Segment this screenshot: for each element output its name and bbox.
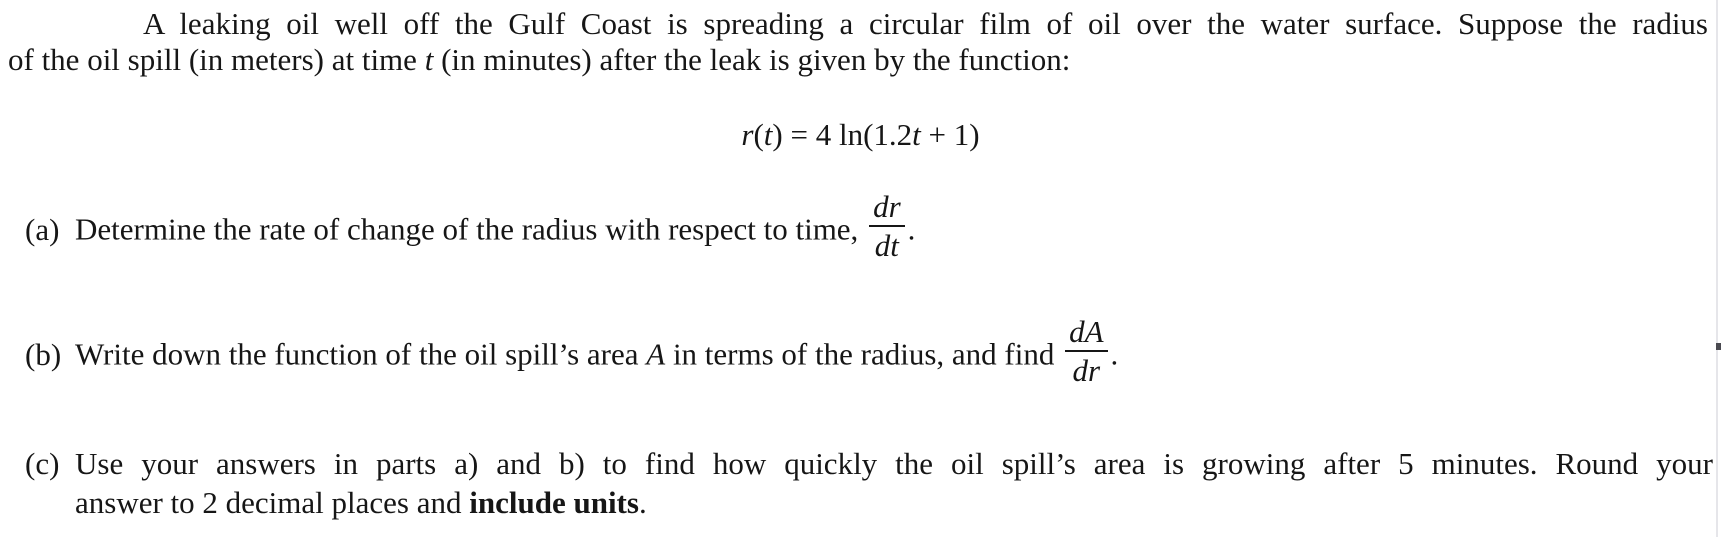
text-segment: Determine the rate of change of the radius with respect to time, <box>75 211 867 247</box>
intro-line-1 <box>8 6 1708 42</box>
text-segment: (in minutes) after the leak is given by the function: <box>433 42 1071 77</box>
part-a-label: (a) <box>25 211 60 247</box>
text-segment: ) = 4 ln(1.2 <box>772 117 913 152</box>
text-segment: t <box>763 117 773 152</box>
fraction-dA-dr <box>1065 314 1107 387</box>
text-segment: Use your answers in parts a) and b) to find how quickly the oil spill’s area is growing after 5 minutes. Round your <box>75 446 1713 481</box>
part-a <box>25 189 916 269</box>
text-segment: A <box>646 336 666 372</box>
text-segment: of the oil spill (in meters) at time <box>8 42 425 77</box>
text-segment: r <box>741 117 754 152</box>
text-segment: dt <box>874 228 899 263</box>
text-segment: . <box>1110 336 1119 372</box>
text-segment: Write down the function of the oil spill’s area <box>75 336 647 372</box>
text-segment: include units <box>469 485 639 520</box>
text-segment: dr <box>1072 353 1101 388</box>
part-b-period <box>1111 337 1119 372</box>
page-edge-divider <box>1716 0 1718 537</box>
text-segment: in terms of the radius, and find <box>665 336 1063 372</box>
part-c-line-2 <box>75 483 1713 522</box>
part-c <box>25 444 1717 522</box>
text-segment: . <box>907 211 916 247</box>
text-segment: A leaking oil well off the Gulf Coast is spreading a circular film of oil over the water surface. Suppose the radius <box>143 6 1708 41</box>
text-segment: + 1) <box>920 117 980 152</box>
radius-function-formula <box>0 117 1721 153</box>
part-b <box>25 314 1119 394</box>
text-segment: dA <box>1069 314 1104 349</box>
fraction-denominator <box>871 227 903 262</box>
text-segment: answer to 2 decimal places and <box>75 485 470 520</box>
fraction-dr-dt <box>869 189 905 262</box>
text-segment: dr <box>873 189 901 224</box>
part-c-text <box>75 444 1713 522</box>
part-a-text <box>75 212 866 247</box>
text-segment: ( <box>753 117 764 152</box>
part-b-text <box>75 337 1062 372</box>
fraction-numerator <box>1065 314 1107 352</box>
intro-line-2 <box>8 42 1708 78</box>
fraction-denominator <box>1069 352 1105 387</box>
problem-intro-paragraph <box>8 6 1708 78</box>
part-a-period <box>908 212 916 247</box>
clipped-glyph-fragment <box>1716 343 1721 350</box>
text-segment: t <box>912 117 921 152</box>
part-b-label: (b) <box>25 336 62 372</box>
part-c-label: (c) <box>25 446 60 481</box>
part-c-line-1 <box>75 444 1713 483</box>
fraction-numerator <box>869 189 905 227</box>
text-segment: . <box>638 485 647 520</box>
text-segment: t <box>424 42 434 77</box>
